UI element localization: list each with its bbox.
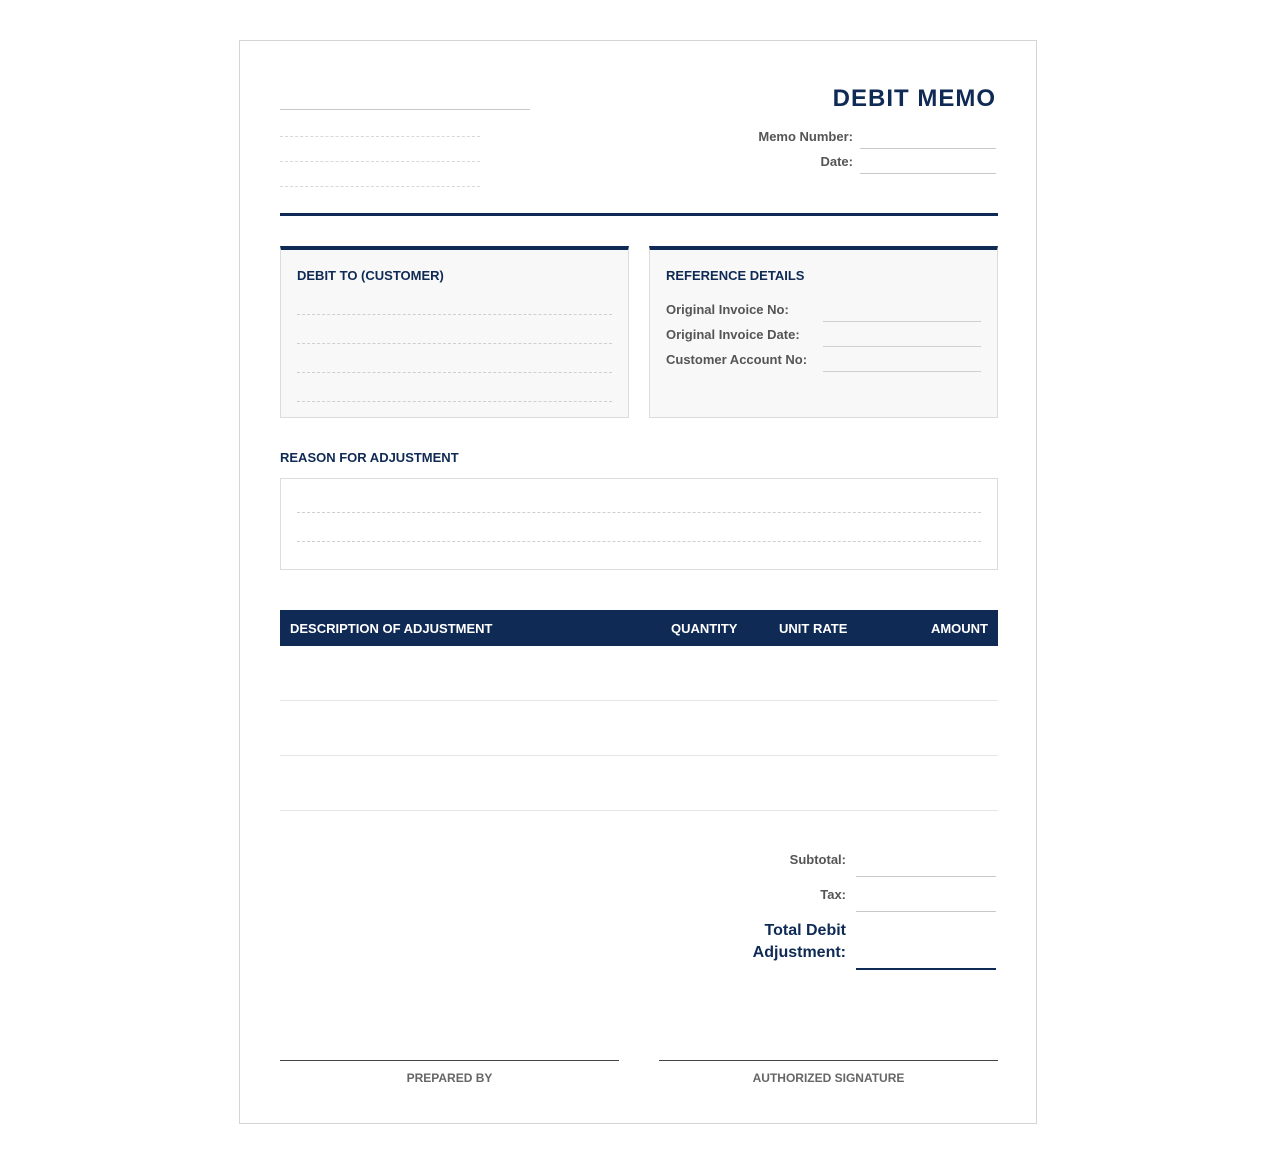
address-line-1[interactable] bbox=[280, 136, 480, 137]
debit-to-card bbox=[280, 246, 629, 418]
reason-line-1[interactable] bbox=[297, 512, 981, 513]
original-invoice-no-label: Original Invoice No: bbox=[666, 302, 789, 317]
column-amount: AMOUNT bbox=[930, 621, 988, 636]
column-unit-rate: UNIT RATE bbox=[779, 621, 848, 636]
reason-title: REASON FOR ADJUSTMENT bbox=[280, 450, 459, 465]
authorized-signature-label: AUTHORIZED SIGNATURE bbox=[752, 1071, 905, 1085]
original-invoice-date-field[interactable] bbox=[823, 346, 981, 347]
reference-details-card bbox=[649, 246, 998, 418]
prepared-by-line[interactable] bbox=[280, 1060, 619, 1061]
memo-number-label: Memo Number: bbox=[758, 129, 853, 144]
total-debit-adjustment-label: Total Debit Adjustment: bbox=[752, 922, 846, 961]
column-quantity: QUANTITY bbox=[671, 621, 738, 636]
original-invoice-date-label: Original Invoice Date: bbox=[666, 327, 800, 342]
customer-line-3[interactable] bbox=[297, 372, 612, 373]
authorized-signature-line[interactable] bbox=[659, 1060, 998, 1061]
table-row[interactable] bbox=[280, 810, 998, 811]
debit-memo-page bbox=[239, 40, 1037, 1124]
address-line-2[interactable] bbox=[280, 161, 480, 162]
subtotal-field[interactable] bbox=[856, 876, 996, 877]
tax-field[interactable] bbox=[856, 911, 996, 912]
document-title: DEBIT MEMO bbox=[832, 85, 996, 112]
total-debit-adjustment-field[interactable] bbox=[856, 968, 996, 970]
customer-line-2[interactable] bbox=[297, 343, 612, 344]
original-invoice-no-field[interactable] bbox=[823, 321, 981, 322]
memo-number-field[interactable] bbox=[860, 148, 996, 149]
tax-label: Tax: bbox=[820, 887, 846, 902]
table-row[interactable] bbox=[280, 755, 998, 756]
date-label: Date: bbox=[820, 154, 853, 169]
customer-line-4[interactable] bbox=[297, 401, 612, 402]
header-divider bbox=[280, 213, 998, 216]
date-field[interactable] bbox=[860, 173, 996, 174]
customer-account-no-field[interactable] bbox=[823, 371, 981, 372]
column-description: DESCRIPTION OF ADJUSTMENT bbox=[290, 621, 493, 636]
reason-box[interactable] bbox=[280, 478, 998, 570]
subtotal-label: Subtotal: bbox=[789, 852, 846, 867]
adjustment-table-header bbox=[280, 610, 998, 646]
company-name-line[interactable] bbox=[280, 109, 530, 110]
reason-line-2[interactable] bbox=[297, 541, 981, 542]
reference-details-title: REFERENCE DETAILS bbox=[666, 268, 805, 283]
table-row[interactable] bbox=[280, 700, 998, 701]
debit-to-title: DEBIT TO (CUSTOMER) bbox=[297, 268, 444, 283]
customer-line-1[interactable] bbox=[297, 314, 612, 315]
prepared-by-label: PREPARED BY bbox=[406, 1071, 493, 1085]
address-line-3[interactable] bbox=[280, 186, 480, 187]
customer-account-no-label: Customer Account No: bbox=[666, 352, 808, 367]
